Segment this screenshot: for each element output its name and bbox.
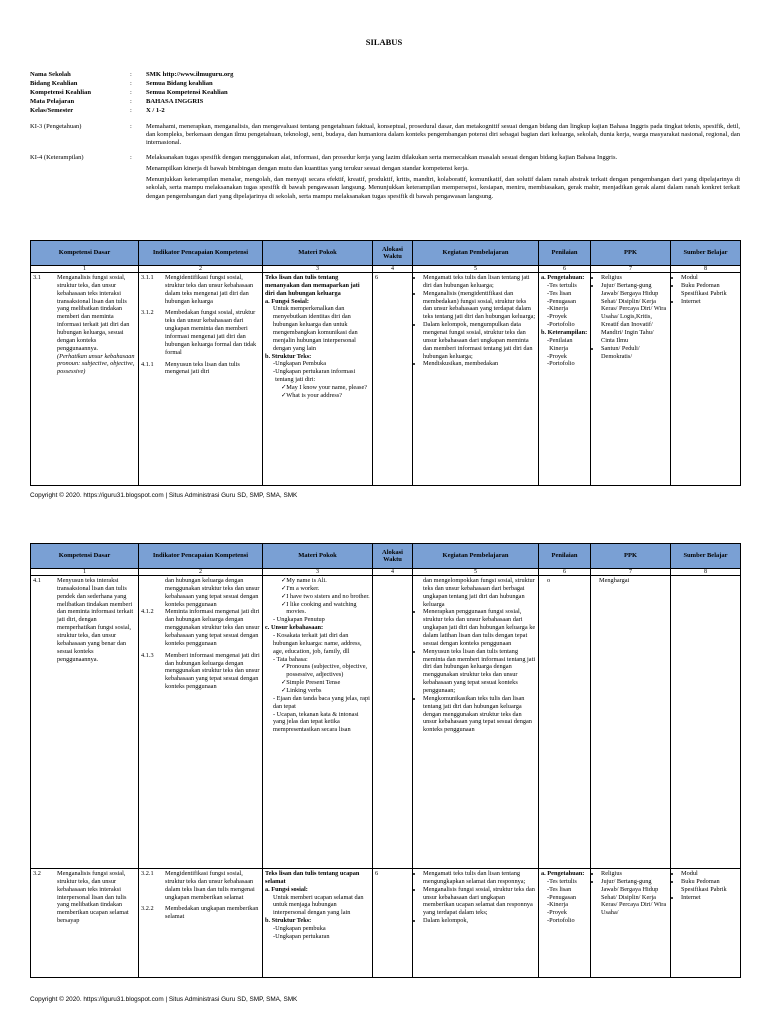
assessment-item-row [547, 313, 588, 321]
column-number: 8 [671, 266, 741, 273]
check-text: May I know your name, please? [286, 384, 368, 392]
identity-value: SMK http://www.ilmuguru.org [146, 71, 234, 78]
assessment-item-row [547, 360, 588, 368]
column-number: 1 [31, 266, 139, 273]
assessment-item-row [547, 901, 588, 909]
indicator-number: 3.1.2 [141, 309, 154, 317]
source-item: • Buku Pedoman Spesifikasi Pabrik [681, 282, 738, 298]
check-text: My name is Ali. [286, 577, 327, 584]
column-header: Indikator Pencapaian Kompetensi [139, 241, 263, 266]
assessment-item: Proyek [549, 909, 567, 917]
check-item [281, 577, 370, 585]
assessment-item: Proyek [549, 352, 567, 360]
column-number: 3 [263, 569, 373, 576]
indicator-item [141, 361, 260, 377]
identity-colon: : [130, 98, 132, 105]
dash-marker: - [273, 360, 276, 368]
assessment-item: Portofolio [549, 360, 575, 368]
syllabus-table-2 [30, 543, 741, 978]
indicator-number: 3.1.1 [141, 274, 154, 281]
dash-marker: - [273, 932, 276, 940]
check-item [281, 663, 370, 679]
assessment-item: Portofolio [549, 917, 575, 925]
identity-label: Nama Sekolah [30, 71, 71, 78]
indicator-text: Membedakan fungsi sosial, struktur teks dan unsur kebahasaan dari ungkapan meminta dan memberi informasi mengenai jati diri dan hubungan keluarga formal dan tidak formal [165, 309, 257, 356]
assessment-item-row [547, 282, 588, 290]
identity-value: BAHASA INGGRIS [146, 98, 204, 105]
kegiatan-cell: dan mengelompokkan fungsi sosial, struktur teks dan unsur kebahasaan dari berbagai ungkapan tentang jati diri dan hubungan keluarga • Menerapkan penggunaan fungsi sosial, struktur teks dan unsur kebahasaan dari ungkapan jati diri dan hubungan keluarga ke dalam latihan lisan dan tulis dengan tepat sesuai dengan konteks penggunaan • Menyusun teks lisan dan tulis tentang meminta dan memberi informasi tentang jati diri dan hubungan keluarga dengan menggunakan struktur teks dan unsur kebahasaan yang tepat sesuai konteks penggunaan; • Mengkomunikasikan teks tulis dan lisan tentang jati diri dan hubungan keluarga dengan menggunakan struktur teks dan unsur kebahasaan yang tepat sesuai dengan konteks penggunaan [413, 576, 539, 869]
activity-item: • Mengamati teks tulis dan lisan tentang mengungkapkan selamat dan responnya; [423, 870, 536, 886]
dash-marker: - [547, 289, 550, 297]
column-number: 7 [591, 266, 671, 273]
check-text: Simple Present Tense [286, 679, 341, 687]
ppk-item: • Santun/ Peduli/ Demokratis/ [601, 345, 668, 361]
ki4-row: KI-4 (Keterampilan) : Melaksanakan tugas spesifik dengan menggunakan alat, informasi, dan prosedur kerja yang lazim dilakukan serta memecahkan masalah sesuai dengan bidang kajian Bahasa Inggris. Menampilkan kinerja di bawah bimbingan dengan mutu dan kuantitas yang terukur sesuai dengan standar kompetensi kerja. Menunjukkan keterampilan menalar, mengolah, dan menyaji secara efektif, kreatif, produktif, kritis, mandiri, kolaboratif, komunikatif, dan solutif dalam ranah abstrak terkait dengan pengembangan dari yang dipelajarinya di sekolah, serta mampu melaksanakan tugas spesifik di bawah pengawasan langsung. Menunjukkan keterampilan mempersepsi, kesiapan, meniru, membiasakan, gerak mahir, menjadikan gerak alami dalam ranah konkret terkait dengan pengembangan dari yang dipelajarinya di sekolah, serta mampu melaksanakan tugas spesifik di bawah pengawasan langsung. [30, 154, 740, 204]
column-header: PPK [591, 241, 671, 266]
alokasi-cell: 6 [373, 869, 413, 978]
syllabus-table-1 [30, 240, 741, 486]
materi-cell: Teks lisan dan tulis tentang menanyakan dan memaparkan jati diri dan hubungan keluarga a. Fungsi Sosial: Untuk memperkenalkan dan menyebutkan identitas diri dan hubungan keluarga dan untuk mengembangkan komunikasi dan menjalin hubungan interpersonal dengan yang lain b. Struktur Teks: - Ungkapan Pembuka - Ungkapan pertukaran informasi tentang jati diri: ✓ May I know your name, please? ✓ What is your address? [263, 273, 373, 486]
ppk-item: • Jujur/ Bertang-gung Jawab/ Bergaya Hidup Sehat/ Disiplin/ Kerja Keras/ Percaya Diri/ Wira Usaha/ Logis,Kritis, Kreatif dan Inovatif/ Mandiri/ Ingin Tahu/ Cinta Ilmu [601, 282, 668, 345]
identity-colon: : [130, 89, 132, 96]
assessment-item: Tes tertulis [549, 877, 577, 885]
sumber-cell [671, 273, 741, 486]
assessment-item: Tes lisan [549, 885, 572, 893]
ppk-item: • Religius [601, 870, 668, 878]
ipk-cell: dan hubungan keluarga dengan menggunakan struktur teks dan unsur kebahasaan yang tepat sesuai dengan konteks penggunaan 4.1.2 Meminta informasi mengenai jati diri dan hubungan keluarga dengan menggunakan struktur teks dan unsur kebahasaan yang tepat sesuai dengan konteks penggunaan 4.1.3 Memberi informasi mengenai jati diri dan hubungan keluarga dengan menggunakan struktur teks dan unsur kebahasaan yang tepat sesuai dengan konteks penggunaan [139, 576, 263, 869]
identity-row [30, 88, 740, 97]
column-number: 6 [539, 266, 591, 273]
ppk-cell [591, 869, 671, 978]
structure-item-row [273, 360, 370, 368]
dash-marker: - [547, 352, 550, 360]
dash-marker: - [547, 281, 550, 289]
column-header: Alokasi Waktu [373, 241, 413, 266]
column-number: 8 [671, 569, 741, 576]
source-item: • Buku Pedoman Spesifikasi Pabrik [681, 878, 738, 894]
assessment-item-row [547, 909, 588, 917]
assessment-item-row [547, 353, 588, 361]
header-row [31, 544, 741, 569]
check-text: Pronouns (subjective, objective, possessive, adjectives) [286, 663, 368, 679]
column-number: 4 [373, 266, 413, 273]
identity-row [30, 106, 740, 115]
activity-item: • Menganalisis (mengidentifikasi dan membedakan) fungsi sosial, struktur teks dan unsur kebahasaan yang terdapat dalam teks tentang jati diri dan hubungan keluarga; [423, 290, 536, 321]
activity-item: • Mengamati teks tulis dan lisan tentang jati diri dan hubungan keluarga; [423, 274, 536, 290]
dash-marker: - [547, 901, 550, 909]
column-header: Sumber Belajar [671, 241, 741, 266]
assessment-item: Tes lisan [549, 289, 572, 297]
dash-marker: - [547, 297, 550, 305]
sumber-cell [671, 869, 741, 978]
ki4-paragraph: Menunjukkan keterampilan menalar, mengolah, dan menyaji secara efektif, kreatif, produktif, kritis, mandiri, kolaboratif, komunikatif, dan solutif dalam ranah abstrak terkait dengan pengembangan dari yang dipelajarinya di sekolah, serta mampu melaksanakan tugas spesifik di bawah pengawasan langsung. Menunjukkan keterampilan mempersepsi, kesiapan, meniru, membiasakan, gerak mahir, menjadikan gerak alami dalam ranah konkret terkait dengan pengembangan dari yang dipelajarinya di sekolah, serta mampu melaksanakan tugas spesifik di bawah pengawasan langsung. [146, 176, 740, 200]
column-number: 5 [413, 569, 539, 576]
check-icon: ✓ [281, 663, 287, 671]
identity-label: Mata Pelajaran [30, 98, 75, 105]
ppk-cell [591, 273, 671, 486]
materi-cell: Teks lisan dan tulis tentang ucapan selamat a. Fungsi sosial: Untuk memberi ucapan selamat dan untuk menjaga hubungan interpersonal dengan yang lain b. Struktur Teks: - Ungkapan pembuka - Ungkapan pertukaran [263, 869, 373, 978]
source-item: • Modul [681, 274, 738, 282]
column-number: 1 [31, 569, 139, 576]
identity-label: Kompetensi Keahlian [30, 89, 91, 96]
column-header: Indikator Pencapaian Kompetensi [139, 544, 263, 569]
assessment-item-row [547, 298, 588, 306]
assessment-item-row [547, 878, 588, 886]
identity-colon: : [130, 107, 132, 114]
sumber-cell [671, 576, 741, 869]
structure-item-row [273, 368, 370, 384]
document-title: SILABUS [365, 37, 403, 47]
ki4-text [146, 154, 740, 204]
column-number-row [31, 569, 741, 576]
check-item [281, 601, 370, 617]
indicator-number: 3.2.1 [141, 870, 154, 877]
penilaian-cell: a. Pengetahuan: - Tes tertulis - Tes lisan - Penugasan - Kinerja - Proyek - Portofolio [539, 869, 591, 978]
assessment-item: Kinerja [549, 901, 568, 909]
header-row [31, 241, 741, 266]
activity-item: • Dalam kelompok, mengumpulkan data mengenai fungsi sosial, struktur teks dan unsur kebahasaan dari ungkapan meminta dan memberi informasi tentang jati diri dan hubungan keluarga; [423, 321, 536, 360]
identity-value: Semua Kompetensi Keahlian [146, 89, 228, 96]
source-item: • Modul [681, 870, 738, 878]
ki4-paragraph: Melaksanakan tugas spesifik dengan menggunakan alat, informasi, dan prosedur kerja yang lazim dilakukan serta memecahkan masalah sesuai dengan bidang kajian Bahasa Inggris. [146, 154, 618, 161]
check-icon: ✓ [281, 584, 287, 592]
assessment-item-row [547, 917, 588, 925]
check-text: I have two sisters and no brother. [286, 592, 370, 600]
source-item: • Internet [681, 894, 738, 902]
check-item [281, 593, 370, 601]
ki3-text: Memahami, menerapkan, menganalisis, dan mengevaluasi tentang pengetahuan faktual, konseptual, prosedural dasar, dan metakognitif sesuai dengan bidang dan lingkup kajian Bahasa Inggris pada tingkat teknis, spesifik, detil, dan kompleks, berkenaan dengan ilmu pengetahuan, teknologi, seni, budaya, dan humaniora dalam konteks pengembangan potensi diri sebagai bagian dari keluarga, sekolah, dunia kerja, warga masyarakat nasional, regional, dan internasional. [146, 123, 740, 147]
identity-row [30, 70, 740, 79]
indicator-text: Membedakan ungkapan memberikan selamat [165, 905, 259, 921]
column-header: Kegiatan Pembelajaran [413, 544, 539, 569]
check-text: I'm a worker. [286, 584, 320, 592]
footer-copyright: Copyright © 2020. https://iguru31.blogspot.com | Situs Administrasi Guru SD, SMP, SMA, SMK [30, 492, 298, 499]
column-number: 2 [139, 569, 263, 576]
check-icon: ✓ [281, 391, 287, 399]
kd-cell: 3.2 Menganalisis fungsi sosial, struktur teks, dan unsur kebahasaan teks interaksi interpersonal lisan dan tulis yang melibatkan tindakan memberikan ucapan selamat bersayap [31, 869, 139, 978]
footer-copyright: Copyright © 2020. https://iguru31.blogspot.com | Situs Administrasi Guru SD, SMP, SMA, SMK [30, 996, 298, 1003]
check-icon: ✓ [281, 384, 287, 392]
check-item [281, 687, 370, 695]
assessment-item: Penugasan [549, 893, 577, 901]
indicator-number: 4.1.1 [141, 360, 154, 368]
kegiatan-cell [413, 273, 539, 486]
activity-item: • Mengkomunikasikan teks tulis dan lisan tentang jati diri dan hubungan keluarga dengan menggunakan struktur teks dan unsur kebahasaan yang tepat sesuai dengan konteks penggunaan [423, 695, 536, 734]
assessment-item-row [547, 886, 588, 894]
activity-item: • Mendiskusikan, membedakan [423, 360, 536, 368]
dash-marker: - [547, 893, 550, 901]
kd-cell: 3.1 Menganalisis fungsi sosial, struktur teks, dan unsur kebahasaan teks interaksi transaksional lisan dan tulis yang melibatkan tindakan memberi dan meminta informasi terkait jati diri dan hubungan keluarga, sesuai dengan konteks penggunaannya. (Perhatikan unsur kebahasaan pronoun: subjective, objective, possessive) [31, 273, 139, 486]
check-text: What is your address? [286, 391, 343, 399]
assessment-item: Tes tertulis [549, 281, 577, 289]
column-number: 4 [373, 569, 413, 576]
indicator-number: 3.2.2 [141, 905, 154, 913]
activity-item: • Menganalisis fungsi sosial, struktur teks dan unsur kebahasaan dari ungkapan memberikan ucapan selamat dan responnya yang terdapat dalam teks; [423, 886, 536, 917]
identity-label: Bidang Keahlian [30, 80, 78, 87]
column-number-row [31, 266, 741, 273]
kegiatan-cell [413, 869, 539, 978]
identity-row [30, 97, 740, 106]
identity-colon: : [130, 80, 132, 87]
column-number: 6 [539, 569, 591, 576]
identity-label: Kelas/Semester [30, 107, 74, 114]
kd-cell: 4.1 Menyusun teks interaksi transaksional lisan dan tulis pendek dan sederhana yang melibatkan tindakan memberi dan meminta informasi terkait jati diri, dengan memperhatikan fungsi sosial, struktur teks, dan unsur kebahasaan yang benar dan sesuai konteks penggunaannya. [31, 576, 139, 869]
structure-item-row [273, 925, 370, 933]
assessment-item-row [547, 321, 588, 329]
identity-colon: : [130, 71, 132, 78]
structure-item-row [273, 933, 370, 941]
indicator-number: 4.1.3 [141, 651, 154, 659]
penilaian-cell: o [539, 576, 591, 869]
assessment-item: Penilaian Kinerja [549, 336, 573, 352]
dash-marker: - [547, 885, 550, 893]
dash-marker: - [273, 925, 276, 933]
check-icon: ✓ [281, 577, 287, 584]
assessment-item: Kinerja [549, 305, 568, 313]
check-text: Linking verbs [286, 687, 322, 695]
check-icon: ✓ [281, 679, 287, 687]
indicator-item [141, 274, 260, 305]
check-item [281, 585, 370, 593]
column-header: PPK [591, 544, 671, 569]
assessment-item-row [547, 305, 588, 313]
ki4-paragraph: Menampilkan kinerja di bawah bimbingan dengan mutu dan kuantitas yang terukur sesuai dengan standar kompetensi kerja. [146, 165, 469, 173]
alokasi-cell: 6 [373, 273, 413, 486]
dash-marker: - [273, 368, 276, 376]
dash-marker: - [547, 360, 550, 368]
column-header: Alokasi Waktu [373, 544, 413, 569]
assessment-item-row [547, 894, 588, 902]
indicator-item [141, 608, 260, 647]
indicator-text: Menyusun teks lisan dan tulis mengenai jati diri [165, 360, 240, 376]
dash-marker: - [547, 305, 550, 313]
ipk-cell [139, 869, 263, 978]
column-header: Sumber Belajar [671, 544, 741, 569]
column-number: 2 [139, 266, 263, 273]
check-item [281, 679, 370, 687]
check-item [281, 384, 370, 392]
check-icon: ✓ [281, 687, 287, 695]
materi-cell: ✓ My name is Ali. ✓ I'm a worker. ✓ I have two sisters and no brother. ✓ I like cooking and watching movies. - Ungkapan Penutup c. Unsur kebahasaan: - Kosakata terkait jati diri dan hubungan keluarga: name, address, age, education, job, family, dll - Tata bahasa: ✓ Pronouns (subjective, objective, possessive, adjectives) ✓ Simple Present Tense ✓ Linking verbs - Ejaan dan tanda baca yang jelas, rapi dan tepat - Ucapan, tekanan kata & intonasi yang jelas dan tepat ketika mempresentasikan secara lisan [263, 576, 373, 869]
ki3-row: KI-3 (Pengetahuan) : Memahami, menerapkan, menganalisis, dan mengevaluasi tentang pengetahuan faktual, konseptual, prosedural dasar, dan metakognitif sesuai dengan bidang dan lingkup kajian Bahasa Inggris pada tingkat teknis, spesifik, detil, dan kompleks, berkenaan dengan ilmu pengetahuan, teknologi, seni, budaya, dan humaniora dalam konteks pengembangan potensi diri sebagai bagian dari keluarga, sekolah, dunia kerja, warga masyarakat nasional, regional, dan internasional. [30, 123, 740, 147]
indicator-item [141, 309, 260, 356]
alokasi-cell [373, 576, 413, 869]
indicator-text: Mengidentifikasi fungsi sosial, struktur teks dan unsur kebahasaan dalam teks mengenai jati diri dan hubungan keluarga [165, 274, 254, 305]
indicator-item [141, 870, 260, 901]
indicator-item [141, 905, 260, 921]
ppk-item: • Jujur/ Bertang-gung Jawab/ Bergaya Hidup Sehat/ Disiplin/ Kerja Keras/ Percaya Diri/ Wira Usaha/ [601, 878, 668, 917]
ppk-cell: Menghargai [591, 576, 671, 869]
penilaian-cell: a. Pengetahuan: - Tes tertulis - Tes lisan - Penugasan - Kinerja - Proyek - Portofolio b. Keterampilan: - Penilaian Kinerja - Proyek - Portofolio [539, 273, 591, 486]
column-header: Materi Pokok [263, 241, 373, 266]
identity-value: Semua Bidang keahlian [146, 80, 213, 87]
indicator-number: 4.1.2 [141, 608, 154, 616]
ki4-label: KI-4 (Keterampilan) [30, 154, 84, 161]
check-item [281, 392, 370, 400]
ki3-label: KI-3 (Pengetahuan) [30, 123, 82, 130]
dash-marker: - [547, 917, 550, 925]
column-header: Kompetensi Dasar [31, 544, 139, 569]
check-icon: ✓ [281, 600, 287, 608]
column-header: Kompetensi Dasar [31, 241, 139, 266]
table-row [31, 869, 741, 978]
assessment-item: Proyek [549, 313, 567, 321]
structure-item: Ungkapan pertukaran [275, 932, 330, 940]
assessment-item: Penugasan [549, 297, 577, 305]
column-header: Kegiatan Pembelajaran [413, 241, 539, 266]
column-number: 7 [591, 569, 671, 576]
dash-marker: - [547, 909, 550, 917]
table-row [31, 576, 741, 869]
column-header: Penilaian [539, 544, 591, 569]
ipk-cell [139, 273, 263, 486]
assessment-item-row [547, 337, 588, 353]
assessment-item-row [547, 290, 588, 298]
activity-item: • Dalam kelompok, [423, 917, 536, 925]
source-item: • Internet [681, 298, 738, 306]
dash-marker: - [547, 313, 550, 321]
indicator-text: Memberi informasi mengenai jati diri dan hubungan keluarga dengan menggunakan struktur teks dan unsur kebahasaan yang tepat sesuai dengan konteks penggunaan [165, 651, 260, 691]
indicator-text: Meminta informasi mengenai jati diri dan hubungan keluarga dengan menggunakan struktur teks dan unsur kebahasaan yang tepat sesuai dengan konteks penggunaan [165, 608, 260, 647]
activity-item: • Menerapkan penggunaan fungsi sosial, struktur teks dan unsur kebahasaan dari ungkapan jati diri dan hubungan keluarga ke dalam latihan lisan dan tulis dengan tepat sesuai dengan konteks penggunaan [423, 608, 536, 647]
identity-block [30, 70, 740, 115]
indicator-text: Mengidentifikasi fungsi sosial, struktur teks dan unsur kebahasaan dalam teks lisan dan tulis mengenai ungkapan memberikan selamat [165, 870, 255, 901]
assessment-item: Portofolio [549, 321, 575, 329]
dash-marker: - [547, 321, 550, 329]
indicator-item [141, 652, 260, 691]
dash-marker: - [547, 336, 550, 344]
identity-row [30, 79, 740, 88]
structure-item: Ungkapan pertukaran informasi tentang jati diri: [275, 368, 356, 384]
activity-item: • Menyusun teks lisan dan tulis tentang meminta dan memberi informasi tentang jati diri dan hubungan keluarga dengan menggunakan struktur teks dan unsur kebahasaan yang tepat sesuai konteks penggunaan; [423, 648, 536, 695]
ppk-item: • Religius [601, 274, 668, 282]
column-header: Penilaian [539, 241, 591, 266]
check-icon: ✓ [281, 592, 287, 600]
identity-value: X / 1-2 [146, 107, 165, 114]
check-text: I like cooking and watching movies. [286, 600, 357, 616]
column-number: 5 [413, 266, 539, 273]
column-number: 3 [263, 266, 373, 273]
dash-marker: - [547, 877, 550, 885]
structure-item: Ungkapan Pembuka [275, 360, 326, 368]
column-header: Materi Pokok [263, 544, 373, 569]
table-row [31, 273, 741, 486]
structure-item: Ungkapan pembuka [275, 925, 326, 933]
